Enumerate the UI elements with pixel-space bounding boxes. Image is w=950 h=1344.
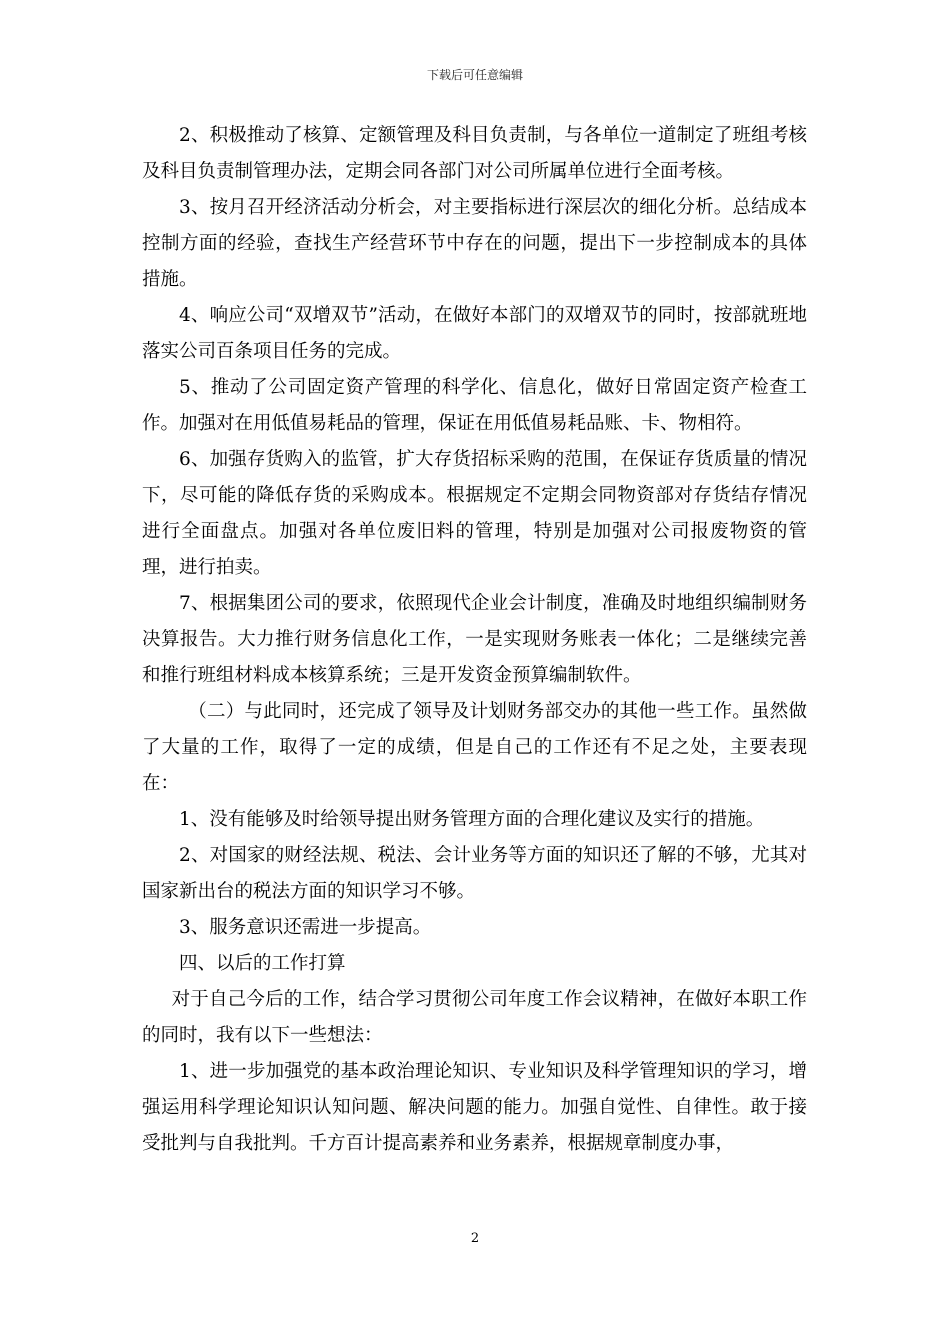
page-number: 2 (470, 1231, 480, 1246)
paragraph-item-2: 2、积极推动了核算、定额管理及科目负责制，与各单位一道制定了班组考核及科目负责制管理办法，定期会同各部门对公司所属单位进行全面考核。 (142, 125, 807, 182)
section-heading-future-plans: 四、以后的工作打算 (179, 953, 346, 974)
page-header: 下载后可任意编辑 (426, 68, 523, 82)
paragraph-section-two: （二）与此同时，还完成了领导及计划财务部交办的其他一些工作。虽然做了大量的工作，取得了一定的成绩，但是自己的工作还有不足之处，主要表现在： (142, 701, 807, 794)
paragraph-shortcoming-3: 3、服务意识还需进一步提高。 (179, 917, 432, 938)
paragraph-plans-intro: 对于自己今后的工作，结合学习贯彻公司年度工作会议精神，在做好本职工作的同时，我有以下一些想法： (142, 989, 807, 1046)
paragraph-plan-1: 1、进一步加强党的基本政治理论知识、专业知识及科学管理知识的学习，增强运用科学理论知识认知问题、解决问题的能力。加强自觉性、自律性。敢于接受批判与自我批判。千方百计提高素养和业务素养，根据规章制度办事， (142, 1061, 807, 1154)
paragraph-item-7: 7、根据集团公司的要求，依照现代企业会计制度，准确及时地组织编制财务决算报告。大力推行财务信息化工作，一是实现财务账表一体化；二是继续完善和推行班组材料成本核算系统；三是开发资金预算编制软件。 (142, 593, 807, 686)
paragraph-shortcoming-2: 2、对国家的财经法规、税法、会计业务等方面的知识还了解的不够，尤其对国家新出台的税法方面的知识学习不够。 (142, 845, 807, 902)
paragraph-item-6: 6、加强存货购入的监管，扩大存货招标采购的范围，在保证存货质量的情况下，尽可能的降低存货的采购成本。根据规定不定期会同物资部对存货结存情况进行全面盘点。加强对各单位废旧料的管理，特别是加强对公司报废物资的管理，进行拍卖。 (142, 449, 807, 578)
paragraph-item-3: 3、按月召开经济活动分析会，对主要指标进行深层次的细化分析。总结成本控制方面的经验，查找生产经营环节中存在的问题，提出下一步控制成本的具体措施。 (142, 197, 807, 290)
paragraph-item-5: 5、推动了公司固定资产管理的科学化、信息化，做好日常固定资产检查工作。加强对在用低值易耗品的管理，保证在用低值易耗品账、卡、物相符。 (142, 377, 807, 434)
paragraph-item-4: 4、响应公司“双增双节”活动，在做好本部门的双增双节的同时，按部就班地落实公司百条项目任务的完成。 (142, 305, 807, 362)
document-body (142, 118, 807, 1162)
paragraph-shortcoming-1: 1、没有能够及时给领导提出财务管理方面的合理化建议及实行的措施。 (179, 809, 765, 830)
